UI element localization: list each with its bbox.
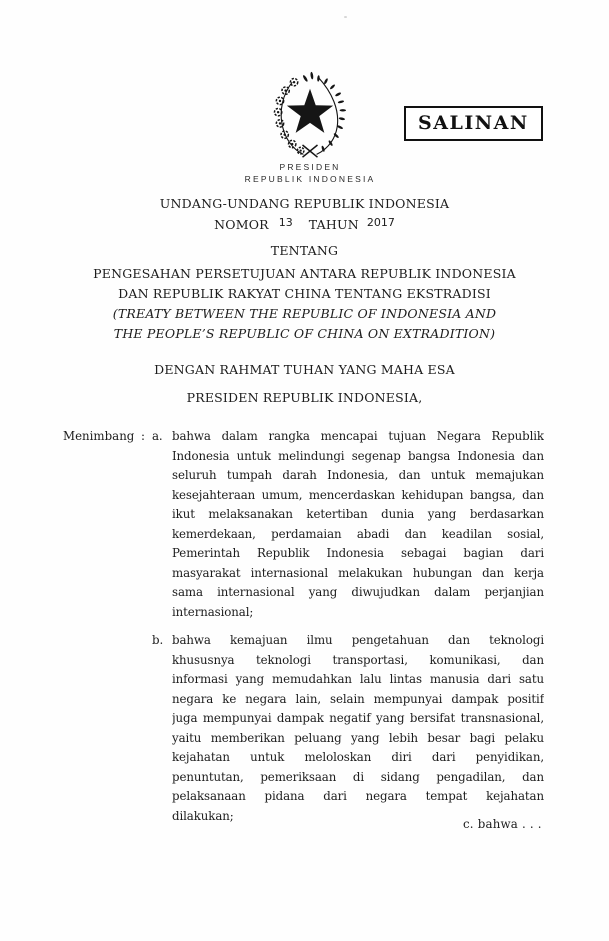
consideration-line: kesejahteraan umum, mencerdaskan kehidupan bangsa, dan	[172, 487, 544, 502]
consideration-line: kejahatan untuk meloloskan diri dari penyidikan,	[172, 750, 544, 764]
nomor-label: NOMOR	[214, 217, 269, 232]
consideration-text	[172, 427, 544, 622]
consideration-line: khususnya teknologi transportasi, komunikasi, dan	[172, 652, 544, 667]
presidential-emblem-icon	[257, 70, 363, 160]
catchword: c. bahwa . . .	[463, 817, 542, 831]
consideration-line: penuntutan, pemeriksaan di sidang pengadilan, dan	[172, 769, 544, 784]
subject-line: DAN REPUBLIK RAKYAT CHINA TENTANG EKSTRADISI	[118, 286, 491, 301]
wreath-stems	[303, 145, 318, 157]
star-icon	[287, 89, 333, 133]
subject-line: PENGESAHAN PERSETUJUAN ANTARA REPUBLIK INDONESIA	[93, 266, 516, 281]
consideration-item	[152, 427, 544, 622]
consideration-line: yaitu memberikan peluang yang lebih besar bagi pelaku	[172, 730, 544, 745]
salinan-stamp: SALINAN	[404, 106, 543, 141]
consideration-line: seluruh tumpah darah Indonesia, dan untuk memajukan	[172, 468, 544, 482]
letterhead-presiden: PRESIDEN	[279, 162, 341, 172]
consideration-line: masyarakat internasional melakukan hubungan dan kerja	[172, 565, 544, 580]
scan-artifact	[344, 16, 347, 18]
subject-translation-line: (TREATY BETWEEN THE REPUBLIC OF INDONESIA AND	[112, 306, 497, 321]
consideration-item	[152, 631, 544, 826]
consideration-text	[172, 631, 544, 826]
consideration-marker: a.	[152, 429, 163, 443]
cotton-wreath	[274, 79, 303, 154]
consideration-line: bahwa kemajuan ilmu pengetahuan dan teknologi	[172, 633, 544, 647]
consideration-line: negara ke negara lain, selain mempunyai dampak positif	[172, 691, 544, 706]
tahun-label: TAHUN	[308, 217, 359, 232]
consideration-line: pelaksanaan pidana dari negara tempat kejahatan	[172, 789, 544, 803]
consideration-line: juga mempunyai dampak negatif yang bersifat transnasional,	[172, 711, 544, 725]
invocation: DENGAN RAHMAT TUHAN YANG MAHA ESA	[154, 362, 455, 377]
consideration-line: sama internasional yang diwujudkan dalam perjanjian	[172, 585, 544, 599]
nomor-value: 13	[278, 216, 293, 229]
consideration-line: Indonesia untuk melindungi segenap bangsa Indonesia dan	[172, 448, 544, 463]
menimbang-colon: :	[141, 429, 145, 443]
letterhead	[160, 161, 460, 185]
consideration-line: dilakukan;	[172, 808, 234, 823]
subject-translation-line: THE PEOPLE’S REPUBLIC OF CHINA ON EXTRADITION)	[113, 326, 496, 341]
consideration-line: bahwa dalam rangka mencapai tujuan Negara Republik	[172, 429, 544, 443]
consideration-line: kemerdekaan, perdamaian abadi dan keadilan sosial,	[172, 526, 544, 541]
considerations-items	[152, 427, 544, 835]
tentang-heading: TENTANG	[270, 243, 339, 258]
consideration-line: internasional;	[172, 604, 254, 619]
letterhead-republik: REPUBLIK INDONESIA	[244, 174, 376, 184]
consideration-line: ikut melaksanakan ketertiban dunia yang berdasarkan	[172, 507, 544, 521]
law-number-line	[0, 217, 609, 232]
authority: PRESIDEN REPUBLIK INDONESIA,	[186, 390, 423, 405]
consideration-line: informasi yang memudahkan lalu lintas manusia dari satu	[172, 672, 544, 686]
tahun-value: 2017	[366, 216, 395, 229]
consideration-marker: b.	[152, 633, 164, 647]
consideration-line: Pemerintah Republik Indonesia sebagai bagian dari	[172, 546, 544, 560]
law-title: UNDANG-UNDANG REPUBLIK INDONESIA	[159, 196, 450, 211]
menimbang-label: Menimbang	[63, 429, 135, 443]
